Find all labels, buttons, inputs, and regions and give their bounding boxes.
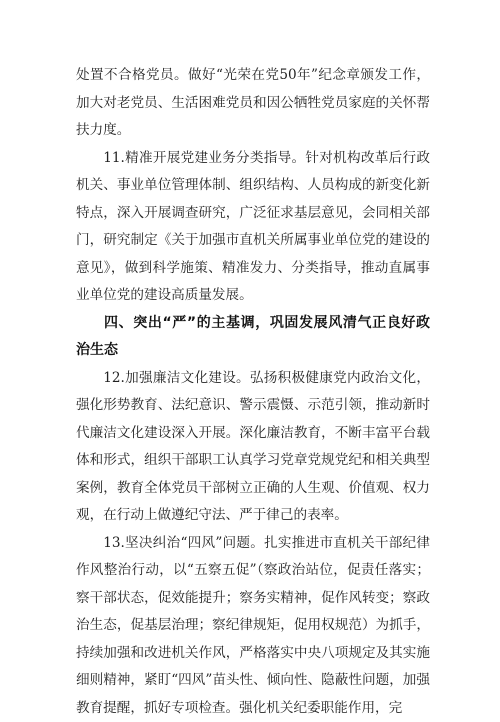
paragraph-party-member-care: 处置不合格党员。做好“光荣在党50年”纪念章颁发工作，加大对老党员、生活困难党员和因公牺牲党员家庭的关怀帮扶力度。 [76,62,430,145]
paragraph-item-12: 12.加强廉洁文化建设。弘扬积极健康党内政治文化，强化形势教育、法纪意识、警示震慑、示范引领，推动新时代廉洁文化建设深入开展。深化廉洁教育，不断丰富平台载体和形式，组织干部职工认真学习党章党规党纪和相关典型案例，教育全体党员干部树立正确的人生观、价值观、权力观，在行动上做遵纪守法、严于律己的表率。 [76,365,430,530]
section-heading-4: 四、突出“严”的主基调，巩固发展风清气正良好政治生态 [76,310,430,365]
paragraph-item-11: 11.精准开展党建业务分类指导。针对机构改革后行政机关、事业单位管理体制、组织结构、人员构成的新变化新特点，深入开展调查研究，广泛征求基层意见，会同相关部门，研究制定《关于加强市直机关所属事业单位党的建设的意见》，做到科学施策、精准发力、分类指导，推动直属事业单位党的建设高质量发展。 [76,145,430,310]
document-body [76,62,430,722]
paragraph-item-13: 13.坚决纠治“四风”问题。扎实推进市直机关干部纪律作风整治行动，以“五察五促”（察政治站位，促责任落实；察干部状态，促效能提升；察务实精神，促作风转变；察政治生态，促基层治理；察纪律规矩，促用权规范）为抓手，持续加强和改进机关作风，严格落实中央八项规定及其实施细则精神，紧盯“四风”苗头性、倾向性、隐蔽性问题，加强教育提醒，抓好专项检查。强化机关纪委职能作用，完 [76,530,430,722]
